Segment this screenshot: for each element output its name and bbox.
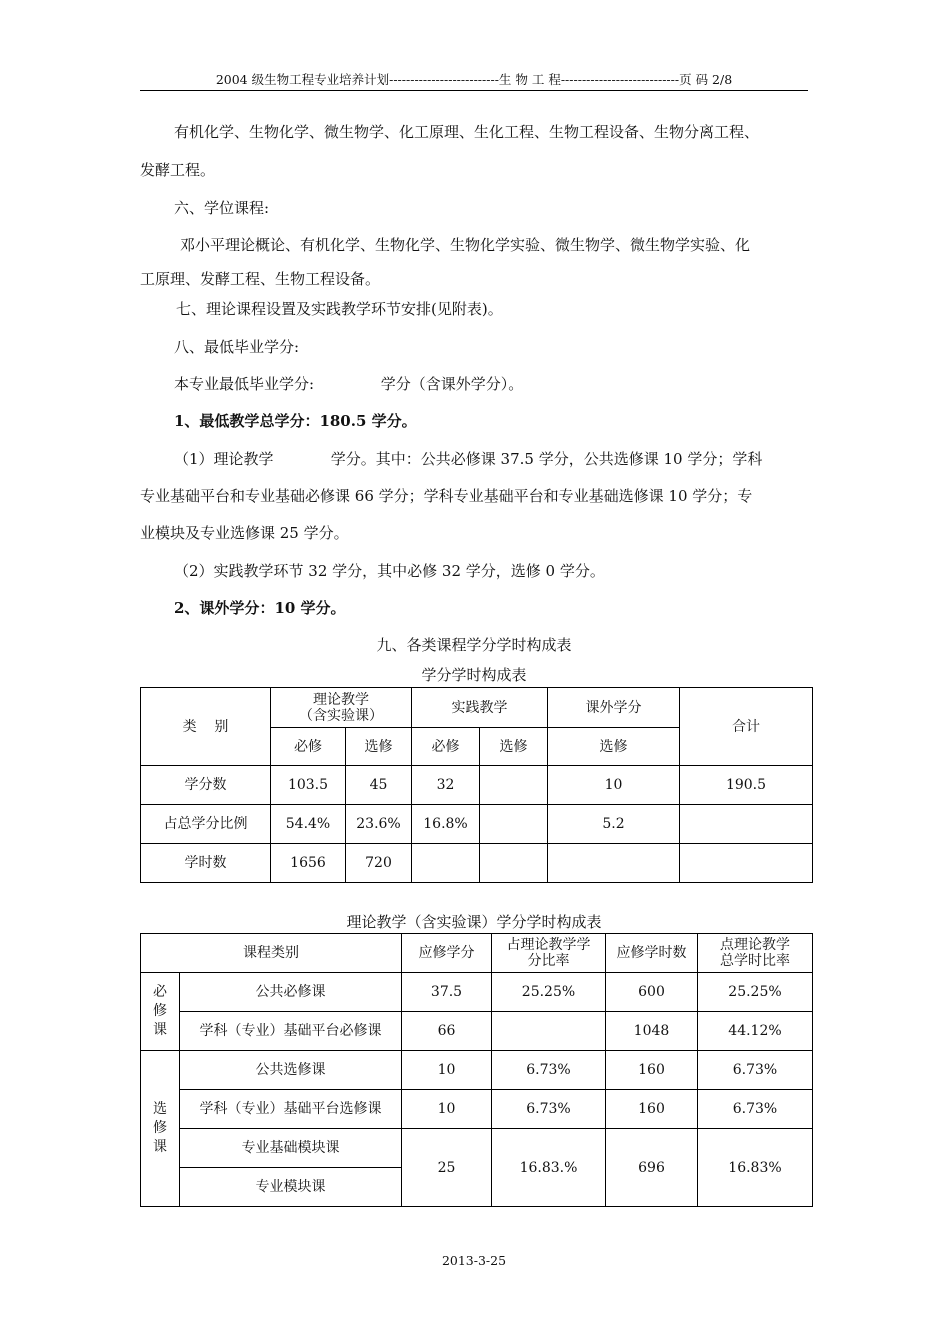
item-1a-line1: （1）理论教学 学分。其中：公共必修课 37.5 学分，公共选修课 10 学分；学科 xyxy=(174,450,763,468)
cell-credit-ratio: 16.83.% xyxy=(492,1129,606,1207)
sub-practice-elective: 选修 xyxy=(480,728,548,766)
cell-credits: 37.5 xyxy=(402,973,492,1012)
cell-practice-elective xyxy=(480,844,548,883)
cell-practice-required: 32 xyxy=(412,766,480,805)
group-required-label: 必修课 xyxy=(153,984,167,1038)
header-credit-ratio-line2: 分比率 xyxy=(527,953,570,969)
table1-header-row xyxy=(141,688,813,728)
cell-extra xyxy=(548,844,680,883)
cell-hour-ratio: 6.73% xyxy=(698,1090,813,1129)
cell-hours: 696 xyxy=(606,1129,698,1207)
cell-credit-ratio: 6.73% xyxy=(492,1051,606,1090)
table2-header-row xyxy=(141,934,813,973)
section-7-heading: 七、理论课程设置及实践教学环节安排(见附表)。 xyxy=(176,300,503,318)
cell-hour-ratio: 44.12% xyxy=(698,1012,813,1051)
cell-hour-ratio: 25.25% xyxy=(698,973,813,1012)
header-hour-ratio xyxy=(698,934,813,973)
cell-theory-required: 1656 xyxy=(271,844,346,883)
table-row xyxy=(141,805,813,844)
cell-hours: 600 xyxy=(606,973,698,1012)
item-1a-line3: 业模块及专业选修课 25 学分。 xyxy=(140,524,349,542)
table-row xyxy=(141,766,813,805)
header-course-category: 课程类别 xyxy=(141,934,402,973)
degree-courses-line1: 邓小平理论概论、有机化学、生物化学、生物化学实验、微生物学、微生物学实验、化 xyxy=(180,236,751,254)
course-name: 专业模块课 xyxy=(180,1168,402,1207)
cell-theory-required: 103.5 xyxy=(271,766,346,805)
table-row xyxy=(141,1090,813,1129)
cell-credit-ratio: 6.73% xyxy=(492,1090,606,1129)
cell-credit-ratio xyxy=(492,1012,606,1051)
header-credit-ratio xyxy=(492,934,606,973)
table-row xyxy=(141,1051,813,1090)
section-9-heading: 九、各类课程学分学时构成表 xyxy=(376,636,572,654)
cell-theory-elective: 720 xyxy=(346,844,412,883)
header-hours: 应修学时数 xyxy=(606,934,698,973)
row-label: 学时数 xyxy=(141,844,271,883)
header-category: 类 别 xyxy=(141,688,271,766)
cell-hour-ratio: 16.83% xyxy=(698,1129,813,1207)
row-label: 学分数 xyxy=(141,766,271,805)
course-name: 公共选修课 xyxy=(180,1051,402,1090)
header-hour-ratio-line1: 点理论教学 xyxy=(720,937,790,953)
paragraph-courses-line1: 有机化学、生物化学、微生物学、化工原理、生化工程、生物工程设备、生物分离工程、 xyxy=(174,123,760,141)
course-name: 公共必修课 xyxy=(180,973,402,1012)
section-6-heading: 六、学位课程: xyxy=(174,199,270,217)
page-footer-date: 2013-3-25 xyxy=(441,1253,507,1268)
item-2: 2、课外学分：10 学分。 xyxy=(174,599,346,617)
course-name: 学科（专业）基础平台必修课 xyxy=(180,1012,402,1051)
cell-credits: 66 xyxy=(402,1012,492,1051)
cell-credits: 10 xyxy=(402,1051,492,1090)
cell-theory-required: 54.4% xyxy=(271,805,346,844)
header-credits: 应修学分 xyxy=(402,934,492,973)
cell-practice-required xyxy=(412,844,480,883)
group-elective-label: 选修课 xyxy=(153,1101,167,1155)
page-header: 2004 级生物工程专业培养计划--------------------------生 物 工 程----------------------------页 码 2/8 xyxy=(140,72,808,91)
cell-theory-elective: 45 xyxy=(346,766,412,805)
credits-hours-table xyxy=(140,687,813,883)
cell-theory-elective: 23.6% xyxy=(346,805,412,844)
cell-practice-elective xyxy=(480,805,548,844)
cell-hours: 160 xyxy=(606,1051,698,1090)
course-name: 专业基础模块课 xyxy=(180,1129,402,1168)
sub-extra-elective: 选修 xyxy=(548,728,680,766)
item-1: 1、最低教学总学分：180.5 学分。 xyxy=(174,412,417,430)
course-name: 学科（专业）基础平台选修课 xyxy=(180,1090,402,1129)
cell-credit-ratio: 25.25% xyxy=(492,973,606,1012)
paragraph-courses-line2: 发酵工程。 xyxy=(140,161,216,179)
table-row xyxy=(141,844,813,883)
header-practice: 实践教学 xyxy=(412,688,548,728)
sub-theory-required: 必修 xyxy=(271,728,346,766)
table-row xyxy=(141,1129,813,1168)
cell-total: 190.5 xyxy=(680,766,813,805)
sub-theory-elective: 选修 xyxy=(346,728,412,766)
min-credits-line: 本专业最低毕业学分: 学分（含课外学分）。 xyxy=(174,375,524,393)
header-credit-ratio-line1: 占理论教学学 xyxy=(506,937,591,953)
cell-hour-ratio: 6.73% xyxy=(698,1051,813,1090)
header-theory-line2: （含实验课） xyxy=(299,707,383,724)
row-label: 占总学分比例 xyxy=(141,805,271,844)
degree-courses-line2: 工原理、发酵工程、生物工程设备。 xyxy=(140,270,381,288)
group-elective xyxy=(141,1051,180,1207)
cell-practice-elective xyxy=(480,766,548,805)
header-hour-ratio-line2: 总学时比率 xyxy=(720,953,790,969)
cell-total xyxy=(680,844,813,883)
cell-practice-required: 16.8% xyxy=(412,805,480,844)
sub-practice-required: 必修 xyxy=(412,728,480,766)
cell-credits: 10 xyxy=(402,1090,492,1129)
cell-hours: 1048 xyxy=(606,1012,698,1051)
cell-extra: 5.2 xyxy=(548,805,680,844)
item-1b: （2）实践教学环节 32 学分，其中必修 32 学分，选修 0 学分。 xyxy=(174,562,605,580)
header-total: 合计 xyxy=(680,688,813,766)
table-row xyxy=(141,973,813,1012)
table-row xyxy=(141,1012,813,1051)
cell-hours: 160 xyxy=(606,1090,698,1129)
table2-title: 理论教学（含实验课）学分学时构成表 xyxy=(346,913,602,931)
item-1a-line2: 专业基础平台和专业基础必修课 66 学分；学科专业基础平台和专业基础选修课 10 学分；专 xyxy=(140,487,753,505)
cell-credits: 25 xyxy=(402,1129,492,1207)
cell-total xyxy=(680,805,813,844)
table1-title: 学分学时构成表 xyxy=(421,666,527,684)
header-theory-line1: 理论教学 xyxy=(313,691,369,708)
header-theory xyxy=(271,688,412,728)
cell-extra: 10 xyxy=(548,766,680,805)
theory-credits-hours-table xyxy=(140,933,813,1207)
section-8-heading: 八、最低毕业学分: xyxy=(174,338,300,356)
header-extra: 课外学分 xyxy=(548,688,680,728)
group-required xyxy=(141,973,180,1051)
